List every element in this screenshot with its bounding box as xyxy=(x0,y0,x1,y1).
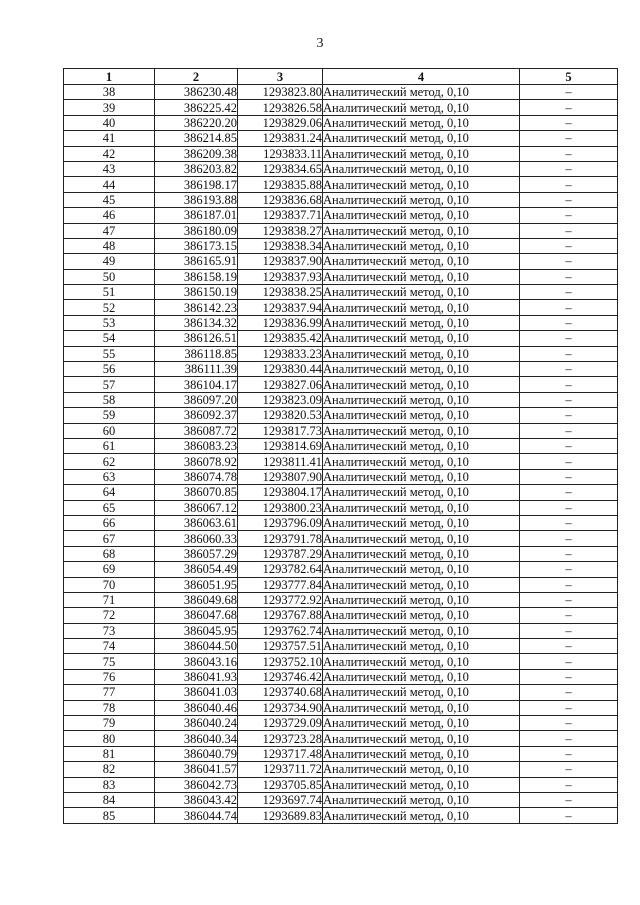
point-number-cell: 77 xyxy=(64,685,155,700)
description-cell: – xyxy=(520,254,618,269)
description-cell: – xyxy=(520,315,618,330)
y-coordinate-cell: 1293697.74 xyxy=(238,792,323,807)
description-cell: – xyxy=(520,115,618,130)
y-coordinate-cell: 1293767.88 xyxy=(238,608,323,623)
description-cell: – xyxy=(520,438,618,453)
point-number-cell: 44 xyxy=(64,177,155,192)
point-number-cell: 81 xyxy=(64,746,155,761)
x-coordinate-cell: 386180.09 xyxy=(155,223,238,238)
description-cell: – xyxy=(520,469,618,484)
y-coordinate-cell: 1293791.78 xyxy=(238,531,323,546)
y-coordinate-cell: 1293831.24 xyxy=(238,131,323,146)
description-cell: – xyxy=(520,731,618,746)
x-coordinate-cell: 386173.15 xyxy=(155,238,238,253)
method-cell: Аналитический метод, 0,10 xyxy=(323,515,520,530)
point-number-cell: 52 xyxy=(64,300,155,315)
table-row xyxy=(64,100,618,115)
table-row xyxy=(64,669,618,684)
point-number-cell: 53 xyxy=(64,315,155,330)
y-coordinate-cell: 1293835.88 xyxy=(238,177,323,192)
point-number-cell: 49 xyxy=(64,254,155,269)
method-cell: Аналитический метод, 0,10 xyxy=(323,146,520,161)
y-coordinate-cell: 1293800.23 xyxy=(238,500,323,515)
table-row xyxy=(64,377,618,392)
y-coordinate-cell: 1293811.41 xyxy=(238,454,323,469)
table-row xyxy=(64,177,618,192)
x-coordinate-cell: 386057.29 xyxy=(155,546,238,561)
method-cell: Аналитический метод, 0,10 xyxy=(323,562,520,577)
x-coordinate-cell: 386044.50 xyxy=(155,639,238,654)
point-number-cell: 70 xyxy=(64,577,155,592)
table-row xyxy=(64,531,618,546)
y-coordinate-cell: 1293837.94 xyxy=(238,300,323,315)
description-cell: – xyxy=(520,100,618,115)
table-row xyxy=(64,562,618,577)
point-number-cell: 61 xyxy=(64,438,155,453)
method-cell: Аналитический метод, 0,10 xyxy=(323,362,520,377)
description-cell: – xyxy=(520,485,618,500)
method-cell: Аналитический метод, 0,10 xyxy=(323,131,520,146)
point-number-cell: 47 xyxy=(64,223,155,238)
table-row xyxy=(64,639,618,654)
description-cell: – xyxy=(520,639,618,654)
method-cell: Аналитический метод, 0,10 xyxy=(323,546,520,561)
x-coordinate-cell: 386150.19 xyxy=(155,285,238,300)
coordinates-table xyxy=(63,68,618,824)
point-number-cell: 66 xyxy=(64,515,155,530)
table-row xyxy=(64,500,618,515)
x-coordinate-cell: 386198.17 xyxy=(155,177,238,192)
table-row xyxy=(64,115,618,130)
y-coordinate-cell: 1293817.73 xyxy=(238,423,323,438)
y-coordinate-cell: 1293830.44 xyxy=(238,362,323,377)
table-row xyxy=(64,700,618,715)
method-cell: Аналитический метод, 0,10 xyxy=(323,192,520,207)
point-number-cell: 50 xyxy=(64,269,155,284)
x-coordinate-cell: 386040.79 xyxy=(155,746,238,761)
x-coordinate-cell: 386074.78 xyxy=(155,469,238,484)
description-cell: – xyxy=(520,408,618,423)
point-number-cell: 71 xyxy=(64,592,155,607)
table-row xyxy=(64,85,618,100)
y-coordinate-cell: 1293717.48 xyxy=(238,746,323,761)
table-row xyxy=(64,654,618,669)
description-cell: – xyxy=(520,592,618,607)
point-number-cell: 68 xyxy=(64,546,155,561)
description-cell: – xyxy=(520,208,618,223)
method-cell: Аналитический метод, 0,10 xyxy=(323,223,520,238)
method-cell: Аналитический метод, 0,10 xyxy=(323,238,520,253)
table-row xyxy=(64,623,618,638)
point-number-cell: 65 xyxy=(64,500,155,515)
y-coordinate-cell: 1293782.64 xyxy=(238,562,323,577)
point-number-cell: 46 xyxy=(64,208,155,223)
x-coordinate-cell: 386042.73 xyxy=(155,777,238,792)
description-cell: – xyxy=(520,700,618,715)
point-number-cell: 84 xyxy=(64,792,155,807)
method-cell: Аналитический метод, 0,10 xyxy=(323,623,520,638)
description-cell: – xyxy=(520,654,618,669)
y-coordinate-cell: 1293838.27 xyxy=(238,223,323,238)
y-coordinate-cell: 1293723.28 xyxy=(238,731,323,746)
method-cell: Аналитический метод, 0,10 xyxy=(323,331,520,346)
y-coordinate-cell: 1293762.74 xyxy=(238,623,323,638)
y-coordinate-cell: 1293740.68 xyxy=(238,685,323,700)
description-cell: – xyxy=(520,285,618,300)
method-cell: Аналитический метод, 0,10 xyxy=(323,408,520,423)
method-cell: Аналитический метод, 0,10 xyxy=(323,85,520,100)
table-row xyxy=(64,592,618,607)
y-coordinate-cell: 1293826.58 xyxy=(238,100,323,115)
point-number-cell: 59 xyxy=(64,408,155,423)
table-row xyxy=(64,315,618,330)
x-coordinate-cell: 386220.20 xyxy=(155,115,238,130)
x-coordinate-cell: 386043.42 xyxy=(155,792,238,807)
method-cell: Аналитический метод, 0,10 xyxy=(323,685,520,700)
description-cell: – xyxy=(520,177,618,192)
table-row xyxy=(64,792,618,807)
method-cell: Аналитический метод, 0,10 xyxy=(323,792,520,807)
table-row xyxy=(64,269,618,284)
method-cell: Аналитический метод, 0,10 xyxy=(323,269,520,284)
table-row xyxy=(64,423,618,438)
y-coordinate-cell: 1293689.83 xyxy=(238,808,323,823)
y-coordinate-cell: 1293796.09 xyxy=(238,515,323,530)
table-row xyxy=(64,454,618,469)
description-cell: – xyxy=(520,423,618,438)
description-cell: – xyxy=(520,300,618,315)
y-coordinate-cell: 1293787.29 xyxy=(238,546,323,561)
table-row xyxy=(64,762,618,777)
method-cell: Аналитический метод, 0,10 xyxy=(323,731,520,746)
y-coordinate-cell: 1293837.93 xyxy=(238,269,323,284)
description-cell: – xyxy=(520,85,618,100)
method-cell: Аналитический метод, 0,10 xyxy=(323,500,520,515)
column-header-5: 5 xyxy=(520,69,618,85)
table-row xyxy=(64,777,618,792)
y-coordinate-cell: 1293834.65 xyxy=(238,161,323,176)
x-coordinate-cell: 386209.38 xyxy=(155,146,238,161)
point-number-cell: 83 xyxy=(64,777,155,792)
method-cell: Аналитический метод, 0,10 xyxy=(323,161,520,176)
y-coordinate-cell: 1293836.99 xyxy=(238,315,323,330)
x-coordinate-cell: 386118.85 xyxy=(155,346,238,361)
description-cell: – xyxy=(520,131,618,146)
description-cell: – xyxy=(520,454,618,469)
x-coordinate-cell: 386083.23 xyxy=(155,438,238,453)
table-row xyxy=(64,161,618,176)
x-coordinate-cell: 386060.33 xyxy=(155,531,238,546)
method-cell: Аналитический метод, 0,10 xyxy=(323,669,520,684)
page-number: 3 xyxy=(316,36,324,51)
x-coordinate-cell: 386054.49 xyxy=(155,562,238,577)
table-row xyxy=(64,192,618,207)
description-cell: – xyxy=(520,146,618,161)
method-cell: Аналитический метод, 0,10 xyxy=(323,285,520,300)
method-cell: Аналитический метод, 0,10 xyxy=(323,577,520,592)
point-number-cell: 39 xyxy=(64,100,155,115)
description-cell: – xyxy=(520,762,618,777)
point-number-cell: 57 xyxy=(64,377,155,392)
y-coordinate-cell: 1293827.06 xyxy=(238,377,323,392)
y-coordinate-cell: 1293711.72 xyxy=(238,762,323,777)
description-cell: – xyxy=(520,623,618,638)
description-cell: – xyxy=(520,716,618,731)
method-cell: Аналитический метод, 0,10 xyxy=(323,177,520,192)
x-coordinate-cell: 386230.48 xyxy=(155,85,238,100)
table-row xyxy=(64,254,618,269)
table-row xyxy=(64,515,618,530)
method-cell: Аналитический метод, 0,10 xyxy=(323,469,520,484)
table-row xyxy=(64,362,618,377)
y-coordinate-cell: 1293814.69 xyxy=(238,438,323,453)
y-coordinate-cell: 1293807.90 xyxy=(238,469,323,484)
method-cell: Аналитический метод, 0,10 xyxy=(323,531,520,546)
point-number-cell: 58 xyxy=(64,392,155,407)
table-row xyxy=(64,746,618,761)
x-coordinate-cell: 386041.93 xyxy=(155,669,238,684)
method-cell: Аналитический метод, 0,10 xyxy=(323,100,520,115)
point-number-cell: 38 xyxy=(64,85,155,100)
description-cell: – xyxy=(520,192,618,207)
x-coordinate-cell: 386104.17 xyxy=(155,377,238,392)
point-number-cell: 74 xyxy=(64,639,155,654)
point-number-cell: 45 xyxy=(64,192,155,207)
point-number-cell: 64 xyxy=(64,485,155,500)
point-number-cell: 69 xyxy=(64,562,155,577)
table-row xyxy=(64,577,618,592)
table-row xyxy=(64,223,618,238)
x-coordinate-cell: 386111.39 xyxy=(155,362,238,377)
x-coordinate-cell: 386049.68 xyxy=(155,592,238,607)
method-cell: Аналитический метод, 0,10 xyxy=(323,746,520,761)
method-cell: Аналитический метод, 0,10 xyxy=(323,716,520,731)
column-header-4: 4 xyxy=(323,69,520,85)
y-coordinate-cell: 1293804.17 xyxy=(238,485,323,500)
point-number-cell: 48 xyxy=(64,238,155,253)
point-number-cell: 72 xyxy=(64,608,155,623)
y-coordinate-cell: 1293705.85 xyxy=(238,777,323,792)
table-row xyxy=(64,346,618,361)
x-coordinate-cell: 386158.19 xyxy=(155,269,238,284)
y-coordinate-cell: 1293772.92 xyxy=(238,592,323,607)
table-row xyxy=(64,485,618,500)
point-number-cell: 41 xyxy=(64,131,155,146)
table-row xyxy=(64,438,618,453)
table-row xyxy=(64,285,618,300)
column-header-3: 3 xyxy=(238,69,323,85)
y-coordinate-cell: 1293823.80 xyxy=(238,85,323,100)
x-coordinate-cell: 386142.23 xyxy=(155,300,238,315)
table-body xyxy=(64,85,618,824)
x-coordinate-cell: 386047.68 xyxy=(155,608,238,623)
method-cell: Аналитический метод, 0,10 xyxy=(323,700,520,715)
point-number-cell: 63 xyxy=(64,469,155,484)
table-row xyxy=(64,208,618,223)
point-number-cell: 78 xyxy=(64,700,155,715)
x-coordinate-cell: 386087.72 xyxy=(155,423,238,438)
x-coordinate-cell: 386041.57 xyxy=(155,762,238,777)
point-number-cell: 56 xyxy=(64,362,155,377)
table-row xyxy=(64,716,618,731)
description-cell: – xyxy=(520,515,618,530)
x-coordinate-cell: 386097.20 xyxy=(155,392,238,407)
y-coordinate-cell: 1293729.09 xyxy=(238,716,323,731)
method-cell: Аналитический метод, 0,10 xyxy=(323,592,520,607)
method-cell: Аналитический метод, 0,10 xyxy=(323,808,520,823)
method-cell: Аналитический метод, 0,10 xyxy=(323,608,520,623)
y-coordinate-cell: 1293829.06 xyxy=(238,115,323,130)
method-cell: Аналитический метод, 0,10 xyxy=(323,254,520,269)
description-cell: – xyxy=(520,792,618,807)
description-cell: – xyxy=(520,269,618,284)
description-cell: – xyxy=(520,608,618,623)
description-cell: – xyxy=(520,531,618,546)
description-cell: – xyxy=(520,777,618,792)
description-cell: – xyxy=(520,808,618,823)
y-coordinate-cell: 1293757.51 xyxy=(238,639,323,654)
method-cell: Аналитический метод, 0,10 xyxy=(323,423,520,438)
method-cell: Аналитический метод, 0,10 xyxy=(323,300,520,315)
x-coordinate-cell: 386040.46 xyxy=(155,700,238,715)
y-coordinate-cell: 1293833.11 xyxy=(238,146,323,161)
x-coordinate-cell: 386225.42 xyxy=(155,100,238,115)
point-number-cell: 55 xyxy=(64,346,155,361)
table-row xyxy=(64,731,618,746)
y-coordinate-cell: 1293734.90 xyxy=(238,700,323,715)
point-number-cell: 76 xyxy=(64,669,155,684)
method-cell: Аналитический метод, 0,10 xyxy=(323,377,520,392)
x-coordinate-cell: 386041.03 xyxy=(155,685,238,700)
table-row xyxy=(64,331,618,346)
y-coordinate-cell: 1293836.68 xyxy=(238,192,323,207)
method-cell: Аналитический метод, 0,10 xyxy=(323,392,520,407)
y-coordinate-cell: 1293837.71 xyxy=(238,208,323,223)
description-cell: – xyxy=(520,746,618,761)
description-cell: – xyxy=(520,546,618,561)
x-coordinate-cell: 386045.95 xyxy=(155,623,238,638)
x-coordinate-cell: 386070.85 xyxy=(155,485,238,500)
point-number-cell: 67 xyxy=(64,531,155,546)
point-number-cell: 82 xyxy=(64,762,155,777)
y-coordinate-cell: 1293838.25 xyxy=(238,285,323,300)
table-row xyxy=(64,685,618,700)
y-coordinate-cell: 1293752.10 xyxy=(238,654,323,669)
x-coordinate-cell: 386063.61 xyxy=(155,515,238,530)
point-number-cell: 75 xyxy=(64,654,155,669)
point-number-cell: 43 xyxy=(64,161,155,176)
x-coordinate-cell: 386214.85 xyxy=(155,131,238,146)
point-number-cell: 73 xyxy=(64,623,155,638)
description-cell: – xyxy=(520,500,618,515)
description-cell: – xyxy=(520,362,618,377)
y-coordinate-cell: 1293820.53 xyxy=(238,408,323,423)
description-cell: – xyxy=(520,669,618,684)
method-cell: Аналитический метод, 0,10 xyxy=(323,639,520,654)
method-cell: Аналитический метод, 0,10 xyxy=(323,454,520,469)
table-row xyxy=(64,546,618,561)
description-cell: – xyxy=(520,223,618,238)
column-header-1: 1 xyxy=(64,69,155,85)
point-number-cell: 54 xyxy=(64,331,155,346)
point-number-cell: 51 xyxy=(64,285,155,300)
point-number-cell: 60 xyxy=(64,423,155,438)
table-row xyxy=(64,146,618,161)
table-row xyxy=(64,392,618,407)
x-coordinate-cell: 386193.88 xyxy=(155,192,238,207)
method-cell: Аналитический метод, 0,10 xyxy=(323,438,520,453)
description-cell: – xyxy=(520,685,618,700)
y-coordinate-cell: 1293746.42 xyxy=(238,669,323,684)
description-cell: – xyxy=(520,238,618,253)
point-number-cell: 79 xyxy=(64,716,155,731)
point-number-cell: 85 xyxy=(64,808,155,823)
y-coordinate-cell: 1293838.34 xyxy=(238,238,323,253)
table-row xyxy=(64,608,618,623)
x-coordinate-cell: 386067.12 xyxy=(155,500,238,515)
method-cell: Аналитический метод, 0,10 xyxy=(323,208,520,223)
x-coordinate-cell: 386044.74 xyxy=(155,808,238,823)
table-row xyxy=(64,300,618,315)
method-cell: Аналитический метод, 0,10 xyxy=(323,315,520,330)
y-coordinate-cell: 1293835.42 xyxy=(238,331,323,346)
table-row xyxy=(64,808,618,823)
method-cell: Аналитический метод, 0,10 xyxy=(323,762,520,777)
point-number-cell: 40 xyxy=(64,115,155,130)
y-coordinate-cell: 1293777.84 xyxy=(238,577,323,592)
table-row xyxy=(64,408,618,423)
point-number-cell: 80 xyxy=(64,731,155,746)
description-cell: – xyxy=(520,331,618,346)
x-coordinate-cell: 386203.82 xyxy=(155,161,238,176)
table-row xyxy=(64,131,618,146)
x-coordinate-cell: 386043.16 xyxy=(155,654,238,669)
x-coordinate-cell: 386187.01 xyxy=(155,208,238,223)
x-coordinate-cell: 386092.37 xyxy=(155,408,238,423)
x-coordinate-cell: 386126.51 xyxy=(155,331,238,346)
table-row xyxy=(64,469,618,484)
y-coordinate-cell: 1293837.90 xyxy=(238,254,323,269)
x-coordinate-cell: 386134.32 xyxy=(155,315,238,330)
point-number-cell: 42 xyxy=(64,146,155,161)
description-cell: – xyxy=(520,346,618,361)
method-cell: Аналитический метод, 0,10 xyxy=(323,346,520,361)
x-coordinate-cell: 386078.92 xyxy=(155,454,238,469)
method-cell: Аналитический метод, 0,10 xyxy=(323,654,520,669)
description-cell: – xyxy=(520,377,618,392)
table-row xyxy=(64,238,618,253)
method-cell: Аналитический метод, 0,10 xyxy=(323,777,520,792)
x-coordinate-cell: 386165.91 xyxy=(155,254,238,269)
x-coordinate-cell: 386051.95 xyxy=(155,577,238,592)
description-cell: – xyxy=(520,392,618,407)
description-cell: – xyxy=(520,161,618,176)
x-coordinate-cell: 386040.24 xyxy=(155,716,238,731)
y-coordinate-cell: 1293833.23 xyxy=(238,346,323,361)
table-header-row xyxy=(64,69,618,85)
method-cell: Аналитический метод, 0,10 xyxy=(323,115,520,130)
point-number-cell: 62 xyxy=(64,454,155,469)
description-cell: – xyxy=(520,577,618,592)
y-coordinate-cell: 1293823.09 xyxy=(238,392,323,407)
x-coordinate-cell: 386040.34 xyxy=(155,731,238,746)
description-cell: – xyxy=(520,562,618,577)
column-header-2: 2 xyxy=(155,69,238,85)
method-cell: Аналитический метод, 0,10 xyxy=(323,485,520,500)
